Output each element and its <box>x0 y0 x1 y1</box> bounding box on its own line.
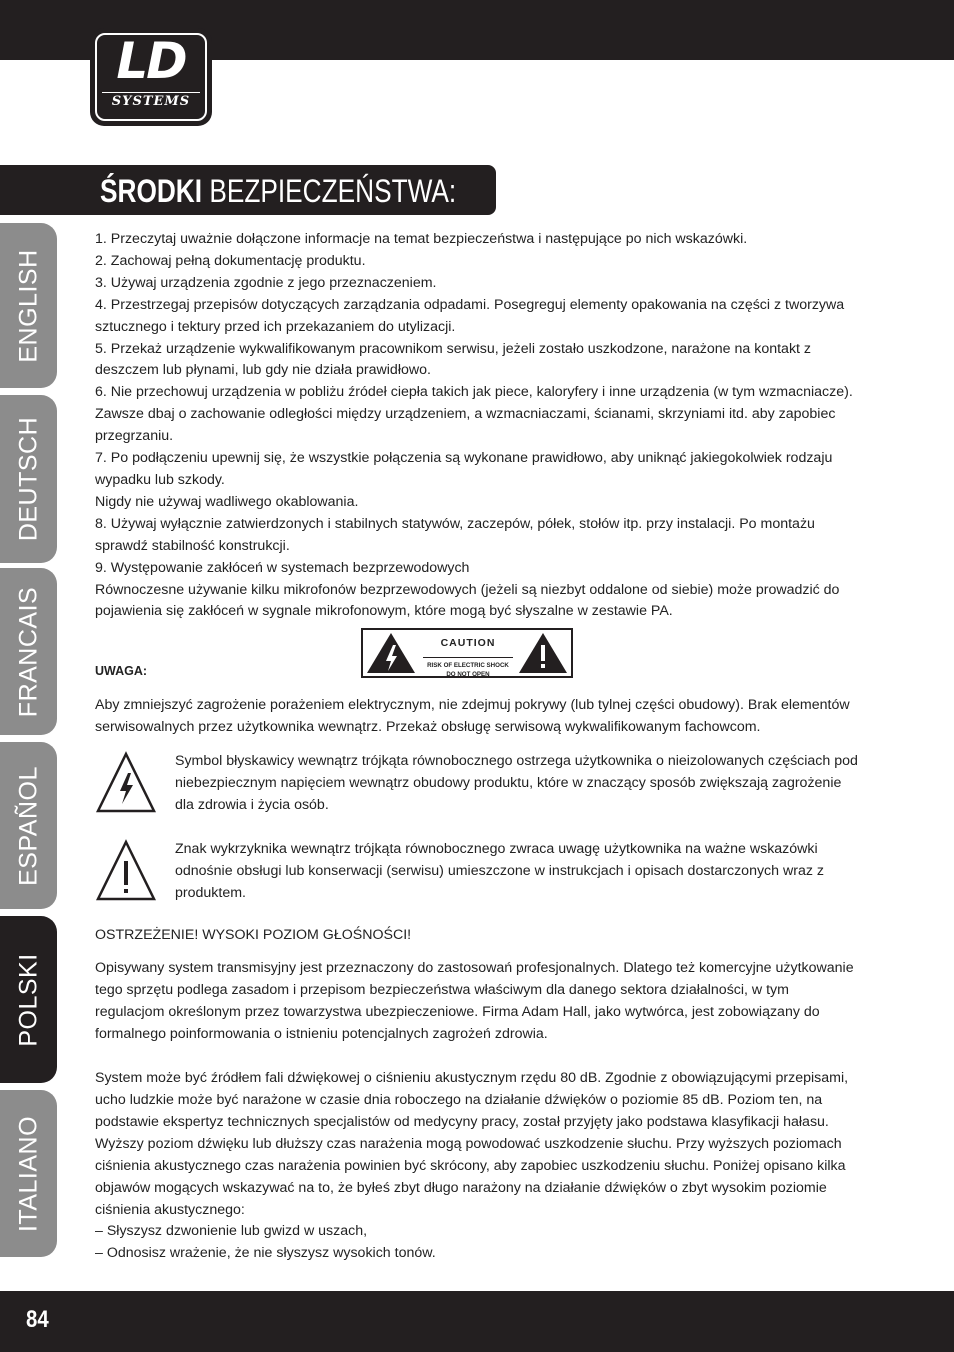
logo-main-text: LD <box>116 32 186 90</box>
ld-systems-logo <box>90 28 212 126</box>
instruction-item: Równoczesne używanie kilku mikrofonów bezprzewodowych (jeżeli są niezbyt oddalone od siebie) może prowadzić do pojawienia się zakłóceń w sygnale mikrofonowym, które mogą być słyszalne w zestawie PA. <box>95 581 840 620</box>
lightning-icon <box>363 630 419 676</box>
warning-text: Aby zmniejszyć zagrożenie porażeniem elektrycznym, nie zdejmuj pokrywy (lub tylnej części obudowy). Brak elementów serwisowalnych przez użytkownika wewnątrz. Przekaż obsługę serwisową wykwalifikowanym fachowcom. <box>95 697 850 736</box>
caution-line1: RISK OF ELECTRIC SHOCK <box>427 662 509 670</box>
warning-label: UWAGA: <box>95 664 148 679</box>
instruction-item: 1. Przeczytaj uważnie dołączone informacje na temat bezpieczeństwa i następujące po nich wskazówki. <box>95 231 748 247</box>
page-title <box>100 166 456 216</box>
exclamation-symbol-row <box>95 839 859 905</box>
instruction-item: 5. Przekaż urządzenie wykwalifikowanym pracownikom serwisu, jeżeli zostało uszkodzone, narażone na kontakt z deszczem lub płynami, lub gdy nie działa prawidłowo. <box>95 340 812 379</box>
caution-label <box>361 628 573 678</box>
warning-row <box>95 623 859 695</box>
instruction-item: 6. Nie przechowuj urządzenia w pobliżu źródeł ciepła takich jak piece, kaloryfery i inne urządzenia (w tym wzmacniacze). Zawsze dbaj o zachowanie odległości między urządzeniem, a wzmacniaczami, ścianami, skrzyniami itd. aby zapobiec przegrzaniu. <box>95 384 853 445</box>
tab-label: ITALIANO <box>14 1115 42 1232</box>
symptom-item: – Odnosisz wrażenie, że nie słyszysz wysokich tonów. <box>95 1245 436 1262</box>
page-number: 84 <box>26 1306 49 1333</box>
symptom-item: – Słyszysz dzwonienie lub gwizd w uszach, <box>95 1223 368 1240</box>
caution-title: CAUTION <box>423 633 513 658</box>
instruction-item: Nigdy nie używaj wadliwego okablowania. <box>95 493 359 510</box>
caution-line2: DO NOT OPEN <box>446 671 490 679</box>
lightning-symbol-text: Symbol błyskawicy wewnątrz trójkąta równobocznego ostrzega użytkownika o nieizolowanych częściach pod niebezpiecznym napięciem wewnątrz obudowy produktu, które w znaczący sposób zwiększają zagrożenie dla zdrowia i życia osób. <box>175 753 858 813</box>
tab-italiano[interactable] <box>0 1090 57 1257</box>
volume-heading: OSTRZEŻENIE! WYSOKI POZIOM GŁOŚNOŚCI! <box>95 926 412 943</box>
tab-francais[interactable] <box>0 568 57 735</box>
logo-sub-text: SYSTEMS <box>111 94 191 109</box>
tab-label: FRANCAIS <box>14 586 42 717</box>
page-title-rest: BEZPIECZEŃSTWA: <box>202 173 457 209</box>
page-title-bold: ŚRODKI <box>100 173 203 209</box>
footer-bar <box>0 1291 954 1352</box>
tab-english[interactable] <box>0 223 57 388</box>
tab-label: ENGLISH <box>14 248 42 363</box>
tab-espanol[interactable] <box>0 742 57 909</box>
exclamation-symbol-text: Znak wykrzyknika wewnątrz trójkąta równobocznego zwraca uwagę użytkownika na ważne wskazówki odnośnie obsługi lub konserwacji (serwisu) umieszczone w instrukcjach i opisach dostarczonych wraz z produktem. <box>175 840 824 901</box>
tab-label: ESPAÑOL <box>14 765 42 886</box>
volume-paragraph: Opisywany system transmisyjny jest przeznaczony do zastosowań profesjonalnych. Dlatego też komercyjne użytkowanie tego sprzętu podlega zasadom i przepisom bezpieczeństwa właściwym dla danego sektora działalności, w tym regulacjom określonym przez towarzystwa ubezpieczeniowe. Firma Adam Hall, jako wytwórca, jest zobowiązany do formalnego poinformowania o istnieniu potencjalnych zagrożeń zdrowia. <box>95 960 854 1043</box>
instruction-item: 3. Używaj urządzenia zgodnie z jego przeznaczeniem. <box>95 274 437 291</box>
instruction-item: 8. Używaj wyłącznie zatwierdzonych i stabilnych statywów, zaczepów, półek, stołów itp. przy instalacji. Po montażu sprawdź stabilność konstrukcji. <box>95 515 815 554</box>
tab-deutsch[interactable] <box>0 395 57 563</box>
tab-label: POLSKI <box>14 952 42 1047</box>
instruction-item: 2. Zachowaj pełną dokumentację produktu. <box>95 252 366 269</box>
exclamation-icon <box>515 630 571 676</box>
lightning-symbol-row <box>95 751 859 817</box>
tab-polski[interactable] <box>0 916 57 1083</box>
instruction-item: 4. Przestrzegaj przepisów dotyczących zarządzania odpadami. Posegreguj elementy opakowania na części z tworzywa sztucznego i tektury przed ich przekazaniem do utylizacji. <box>95 296 845 335</box>
lightning-triangle-icon <box>95 751 157 821</box>
tab-label: DEUTSCH <box>14 416 42 542</box>
instruction-item: 9. Występowanie zakłóceń w systemach bezprzewodowych <box>95 559 470 576</box>
exclamation-triangle-icon <box>95 839 157 909</box>
volume-paragraph: System może być źródłem fali dźwiękowej o ciśnieniu akustycznym rzędu 80 dB. Zgodnie z obowiązującymi przepisami, ucho ludzkie może być narażone w czasie dnia roboczego na działanie dźwięków o poziomie 85 dB. Poziom ten, na podstawie ekspertyz technicznych specjalistów od medycyny pracy, został przyjęty jako podstawa klasyfikacji hałasu. Wyższy poziom dźwięku lub dłuższy czas narażenia mogą powodować uszkodzenie słuchu. Przy wyższych poziomach ciśnienia akustycznego czas narażenia powinien być skrócony, aby zapobiec uszkodzeniu słuchu. Poniżej opisano kilka objawów mogących wskazywać na to, że byłeś zbyt długo narażony na działanie dźwięków o zbyt wysokim poziomie ciśnienia akustycznego: <box>95 1070 849 1218</box>
instruction-item: 7. Po podłączeniu upewnij się, że wszystkie połączenia są wykonane prawidłowo, aby uniknąć jakiegokolwiek rodzaju wypadku lub szkody. <box>95 450 833 488</box>
content <box>95 229 859 1265</box>
